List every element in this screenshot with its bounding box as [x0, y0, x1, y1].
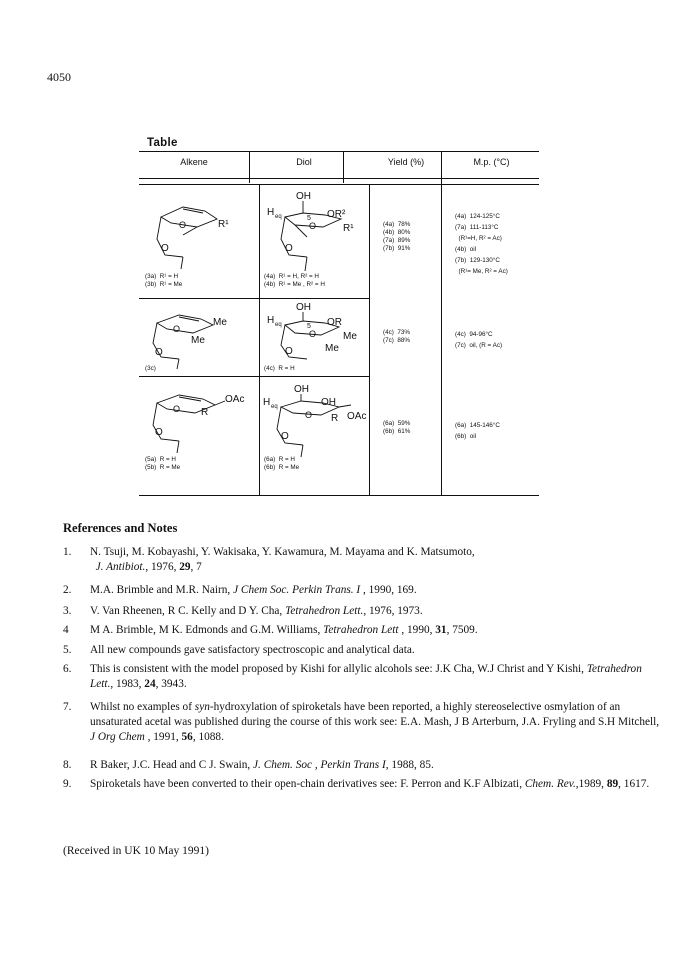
mps-row1: (4a) 124-125°C (7a) 111-113°C (R¹=H, R² = Ac) (4b) oil (7b) 129-130°C (R¹= Me, R² = Ac)	[455, 213, 508, 275]
reference-number: 1.	[63, 546, 72, 558]
oh-label: OH	[296, 191, 311, 202]
diol-labels-row1: (4a) R¹ = H, R² = H (4b) R¹ = Me , R² = H	[264, 273, 325, 288]
reference-number: 2.	[63, 584, 72, 596]
diol-labels-row3: (6a) R = H (6b) R = Me	[264, 456, 300, 471]
structure-diol-6	[261, 381, 371, 459]
position-5-label: 5	[307, 215, 311, 222]
heq-label: H	[263, 397, 271, 408]
mps-row2: (4c) 94-96°C (7c) oil, (R = Ac)	[455, 331, 503, 349]
r1-label: R¹	[218, 219, 229, 230]
col-divider-2a	[343, 151, 344, 183]
reference-number: 5.	[63, 644, 72, 656]
oac-label: OAc	[347, 411, 367, 422]
r-label: R	[201, 407, 209, 418]
ring-oxygen-label: O	[305, 410, 313, 420]
r-label: R	[331, 413, 339, 424]
table-header-rule-2	[139, 184, 539, 185]
reference-text: Spiroketals have been converted to their open-chain derivatives see: F. Perron and K.F Albizati, Chem. Rev.,1989, 89, 1617.	[90, 778, 650, 790]
alkene-labels-row2: (3c)	[145, 365, 156, 372]
eq-subscript: eq	[275, 214, 282, 220]
ring-oxygen-label: O	[155, 347, 163, 358]
reference-number: 9.	[63, 778, 72, 790]
alkene-labels-row3: (5a) R = H (5b) R = Me	[145, 456, 181, 471]
methyl-label: Me	[191, 335, 205, 346]
diol-labels-row2: (4c) R = H	[264, 365, 295, 372]
table-bottom-rule	[139, 495, 539, 496]
eq-subscript: eq	[271, 404, 278, 410]
page-number: 4050	[47, 70, 71, 84]
reference-number: 4	[63, 624, 69, 636]
row-divider-2	[139, 376, 369, 377]
oac-label: OAc	[225, 394, 245, 405]
ring-oxygen-label: O	[155, 427, 163, 438]
reference-text: Whilst no examples of syn-hydroxylation of spiroketals have been reported, a highly stereoselective osmylation of an unsaturated acetal was published during the course of this work see: E.A. Mash, J B Arterburn, J.A. Fryling and S.H Mitchell, J Org Chem , 1991, 56, 1088.	[90, 701, 660, 743]
reference-number: 7.	[63, 701, 72, 713]
received-date: (Received in UK 10 May 1991)	[63, 845, 209, 857]
methyl-label: Me	[213, 317, 227, 328]
reference-text: V. Van Rheenen, R C. Kelly and D Y. Cha, Tetrahedron Lett., 1976, 1973.	[90, 605, 423, 617]
reference-text: N. Tsuji, M. Kobayashi, Y. Wakisaka, Y. Kawamura, M. Mayama and K. Matsumoto, J. Antibiot., 1976, 29, 7	[90, 546, 475, 573]
reference-text: R Baker, J.C. Head and C J. Swain, J. Chem. Soc , Perkin Trans I, 1988, 85.	[90, 759, 434, 771]
reference-number: 3.	[63, 605, 72, 617]
structure-alkene-3c	[143, 311, 255, 371]
structure-diol-4	[263, 187, 369, 277]
table-title: Table	[147, 137, 178, 149]
ring-oxygen-label: O	[309, 329, 317, 339]
ring-oxygen-label: O	[173, 324, 181, 334]
r1-label: R¹	[343, 223, 354, 234]
table-top-rule	[139, 151, 539, 152]
header-mp: M.p. (°C)	[473, 157, 510, 167]
reference-number: 8.	[63, 759, 72, 771]
oh-label: OH	[294, 384, 309, 395]
methyl-label: Me	[325, 343, 339, 354]
methyl-label: Me	[343, 331, 357, 342]
oh-label: OH	[296, 302, 311, 313]
structure-alkene-5	[143, 389, 259, 459]
yields-row1: (4a) 78% (4b) 80% (7a) 89% (7b) 91%	[383, 221, 411, 252]
ring-oxygen-label: O	[161, 243, 169, 254]
ring-oxygen-label: O	[309, 221, 317, 231]
ring-oxygen-label: O	[281, 431, 289, 442]
ring-oxygen-label: O	[173, 404, 181, 414]
reference-text: M.A. Brimble and M.R. Nairn, J Chem Soc. Perkin Trans. I , 1990, 169.	[90, 584, 417, 596]
reference-text: All new compounds gave satisfactory spectroscopic and analytical data.	[90, 644, 415, 656]
yields-row2: (4c) 73% (7c) 88%	[383, 329, 410, 344]
reference-text: This is consistent with the model proposed by Kishi for allylic alcohols see: J.K Cha, W.J Christ and Y Kishi, Tetrahedron Lett., 1983, 24, 3943.	[90, 663, 642, 690]
col-divider-1	[259, 184, 260, 495]
reference-text: M A. Brimble, M K. Edmonds and G.M. Williams, Tetrahedron Lett , 1990, 31, 7509.	[90, 624, 478, 636]
data-table	[139, 151, 539, 496]
col-divider-1a	[249, 151, 250, 183]
eq-subscript: eq	[275, 322, 282, 328]
heq-label: H	[267, 207, 275, 218]
oh-label: OH	[321, 397, 336, 408]
col-divider-3	[441, 151, 442, 495]
alkene-labels-row1: (3a) R¹ = H (3b) R¹ = Me	[145, 273, 183, 288]
table-header-rule	[139, 178, 539, 179]
structure-alkene-3	[143, 201, 253, 271]
ring-oxygen-label: O	[285, 243, 293, 254]
mps-row3: (6a) 145-146°C (6b) oil	[455, 422, 500, 440]
heq-label: H	[267, 315, 275, 326]
position-5-label: 5	[307, 323, 311, 330]
yields-row3: (6a) 59% (6b) 61%	[383, 420, 411, 435]
header-yield: Yield (%)	[387, 157, 425, 167]
reference-number: 6.	[63, 663, 72, 675]
ring-oxygen-label: O	[285, 346, 293, 357]
or-label: OR	[327, 317, 342, 328]
references-heading: References and Notes	[63, 521, 178, 535]
or2-label: OR²	[327, 209, 346, 220]
header-diol: Diol	[296, 157, 312, 167]
ring-oxygen-label: O	[179, 220, 187, 230]
structure-diol-4c	[263, 299, 369, 367]
header-alkene: Alkene	[180, 157, 208, 167]
